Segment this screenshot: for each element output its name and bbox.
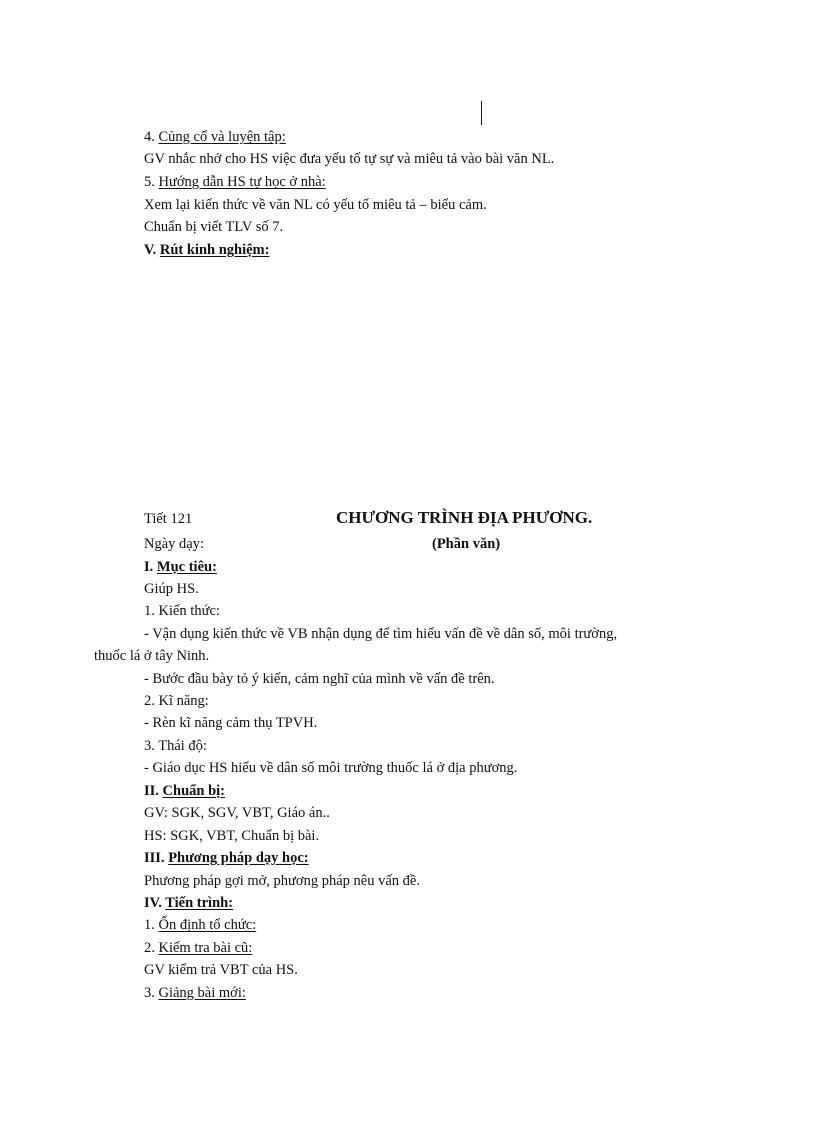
attitude-label: 3. Thái độ: xyxy=(144,738,207,754)
preparation-gv: GV: SGK, SGV, VBT, Giáo án.. xyxy=(144,805,330,821)
process-step-2-title: Kiểm tra bài cũ: xyxy=(158,940,253,956)
knowledge-item-2: - Bước đầu bày tỏ ý kiến, cảm nghĩ của mình về vấn đề trên. xyxy=(144,671,495,687)
item5-heading: 5. Hướng dẫn HS tự học ở nhà: xyxy=(144,174,326,190)
process-title: Tiến trình: xyxy=(165,895,234,911)
section-v-title: Rút kinh nghiệm: xyxy=(159,242,270,258)
knowledge-item-1a: - Vận dụng kiến thức về VB nhận dụng để tìm hiểu vấn đề về dân số, môi trường, xyxy=(144,626,618,642)
process-step-2: 2. Kiểm tra bài cũ: xyxy=(144,940,253,956)
skills-label: 2. Kĩ năng: xyxy=(144,693,209,709)
knowledge-item-1b: thuốc lá ở tây Ninh. xyxy=(94,648,210,664)
item5-text-1: Xem lại kiến thức về văn NL có yếu tố miêu tả – biểu cảm. xyxy=(144,197,487,213)
objectives-heading: I. Mục tiêu: xyxy=(144,559,217,575)
process-step-3-title: Giảng bài mới: xyxy=(158,985,246,1001)
methods-heading: III. Phương pháp dạy học: xyxy=(144,850,309,866)
lesson-date-label: Ngày dạy: xyxy=(144,536,204,552)
lesson-title: CHƯƠNG TRÌNH ĐỊA PHƯƠNG. xyxy=(336,508,593,527)
preparation-heading: II. Chuẩn bị: xyxy=(144,783,226,799)
item4-heading: 4. Củng cố và luyện tập: xyxy=(144,129,286,145)
methods-title: Phương pháp dạy học: xyxy=(168,850,309,866)
preparation-hs: HS: SGK, VBT, Chuẩn bị bài. xyxy=(144,828,320,844)
objectives-title: Mục tiêu: xyxy=(156,559,217,575)
process-step-1: 1. Ổn định tổ chức: xyxy=(144,917,257,933)
skills-item-1: - Rèn kĩ năng cảm thụ TPVH. xyxy=(144,715,318,731)
lesson-subtitle: (Phần văn) xyxy=(432,536,501,552)
text-cursor xyxy=(481,101,482,125)
process-step-3: 3. Giảng bài mới: xyxy=(144,985,246,1001)
item5-text-2: Chuẩn bị viết TLV số 7. xyxy=(144,219,284,235)
process-step-2-text: GV kiểm trả VBT của HS. xyxy=(144,962,298,978)
item4-title: Củng cố và luyện tập: xyxy=(158,129,286,145)
preparation-title: Chuẩn bị: xyxy=(162,783,226,799)
item4-text: GV nhắc nhở cho HS việc đưa yếu tố tự sự và miêu tả vào bài văn NL. xyxy=(144,151,555,167)
methods-text: Phương pháp gợi mở, phương pháp nêu vấn đề. xyxy=(144,873,420,889)
knowledge-label: 1. Kiến thức: xyxy=(144,603,220,619)
item5-title: Hướng dẫn HS tự học ở nhà: xyxy=(158,174,326,190)
process-step-1-title: Ổn định tổ chức: xyxy=(158,917,257,933)
attitude-item-1: - Giáo dục HS hiểu về dân số môi trường thuốc lá ở địa phương. xyxy=(144,760,518,776)
process-heading: IV. Tiến trình: xyxy=(144,895,234,911)
lesson-period: Tiết 121 xyxy=(144,511,193,527)
section-v-heading: V. Rút kinh nghiệm: xyxy=(144,242,270,258)
objectives-intro: Giúp HS. xyxy=(144,581,199,597)
